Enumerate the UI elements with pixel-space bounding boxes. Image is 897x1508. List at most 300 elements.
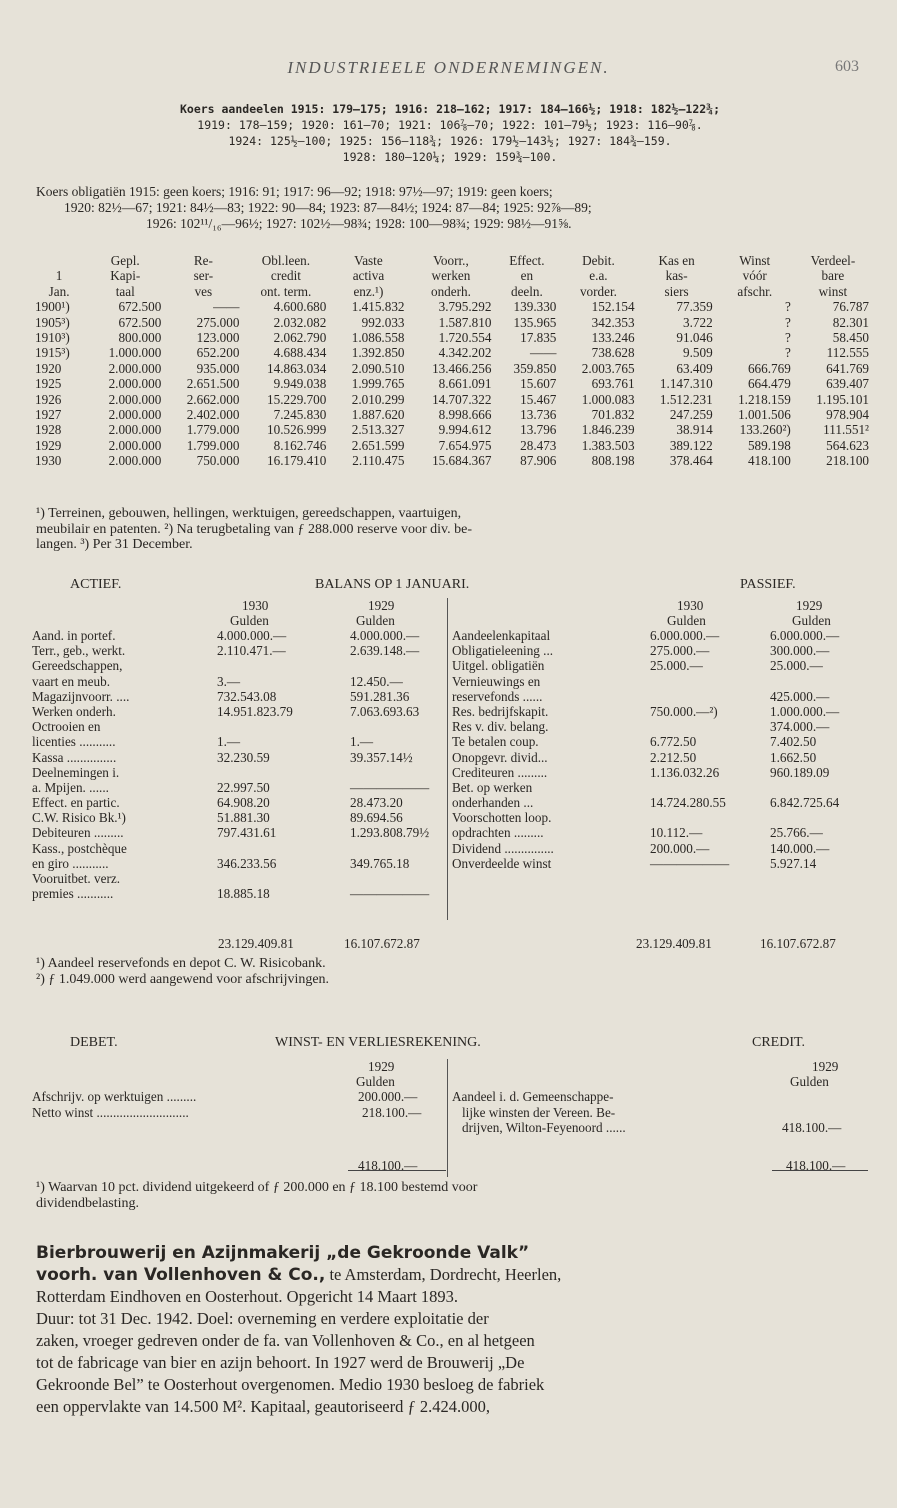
asset-value: 28.473.20 — [350, 795, 403, 811]
stats-header-cell: enz.¹) — [353, 283, 384, 299]
balance-sheet — [32, 598, 868, 938]
stats-cell: ? — [784, 299, 791, 315]
asset-label: Effect. en partic. — [32, 795, 120, 811]
balance-liability-row — [452, 780, 868, 795]
wv-footnote-line: dividendbelasting. — [36, 1195, 140, 1211]
balance-liability-row — [452, 841, 868, 856]
stats-cell: 3.722 — [683, 314, 713, 330]
liability-value: 425.000.— — [770, 688, 830, 704]
stats-cell: 63.409 — [676, 360, 713, 376]
stats-cell: 2.000.000 — [108, 360, 162, 376]
stats-cell: 1.218.159 — [738, 391, 791, 407]
stats-footnote — [36, 506, 864, 553]
stats-cell: 1.000.000 — [108, 345, 162, 361]
stats-cell: 4.342.202 — [438, 345, 492, 361]
stats-row — [32, 315, 872, 330]
stats-cell: 342.353 — [591, 314, 635, 330]
stats-cell: 693.761 — [591, 376, 635, 392]
stats-cell: 935.000 — [196, 360, 240, 376]
stats-cell: 992.033 — [361, 314, 405, 330]
asset-label: vaart en meub. — [32, 673, 110, 689]
wv-credit-value: 418.100.— — [782, 1119, 842, 1135]
asset-label: licenties ........... — [32, 734, 116, 750]
stats-header-cell: Vaste — [354, 253, 383, 268]
stats-header-cell: Re- — [193, 253, 213, 268]
stats-cell: 378.464 — [669, 453, 713, 469]
balance-left-heading: ACTIEF. — [70, 577, 122, 592]
stats-row — [32, 345, 872, 360]
stats-cell: 564.623 — [826, 437, 869, 453]
liability-value: 750.000.—²) — [650, 703, 718, 719]
balance-asset-row — [32, 795, 442, 810]
liability-label: Res v. div. belang. — [452, 719, 549, 735]
stats-header-cell: vóór — [742, 268, 767, 284]
asset-value: 1.293.808.79½ — [350, 825, 430, 841]
balance-title: BALANS OP 1 JANUARI. — [315, 577, 470, 592]
stats-header-cell: siers — [664, 283, 689, 299]
stats-row — [32, 330, 872, 345]
stats-cell: 389.122 — [669, 437, 713, 453]
stats-cell: 800.000 — [118, 330, 162, 346]
company-line: Rotterdam Eindhoven en Oosterhout. Opgericht 14 Maart 1893. — [36, 1287, 459, 1306]
stats-cell: 1925 — [35, 376, 62, 392]
stats-row — [32, 438, 872, 453]
stats-header-cell: 1 — [55, 268, 63, 284]
stats-header-cell: bare — [821, 268, 845, 284]
balance-liability-row — [452, 750, 868, 765]
stats-cell: 1910³) — [35, 330, 70, 346]
asset-label: a. Mpijen. ...... — [32, 779, 109, 795]
liability-value: 14.724.280.55 — [650, 795, 726, 811]
asset-value: —————— — [350, 886, 430, 902]
company-line: tot de fabricage van bier en azijn behoort. In 1927 werd de Brouwerij „De — [36, 1353, 525, 1372]
balance-liability-row — [452, 719, 868, 734]
liability-label: reservefonds ...... — [452, 688, 543, 704]
balance-liability-row — [452, 825, 868, 840]
stats-cell: 1.000.083 — [581, 391, 635, 407]
liability-value: 5.927.14 — [770, 855, 817, 871]
stats-cell: 2.402.000 — [186, 407, 240, 423]
wv-footnote — [36, 1180, 864, 1211]
asset-label: Octrooien en — [32, 719, 101, 735]
stats-header-cell: deeln. — [510, 283, 543, 299]
stats-row — [32, 407, 872, 422]
stats-cell: 2.000.000 — [108, 453, 162, 469]
asset-value: 39.357.14½ — [350, 749, 413, 765]
stats-cell: 7.245.830 — [273, 407, 327, 423]
balance-footnotes — [36, 956, 864, 987]
liability-value: 1.136.032.26 — [650, 764, 720, 780]
stats-cell: 9.994.612 — [438, 422, 492, 438]
balance-asset-row — [32, 719, 442, 734]
asset-value: 7.063.693.63 — [350, 703, 420, 719]
stats-cell: 2.000.000 — [108, 437, 162, 453]
liability-value: 25.766.— — [770, 825, 823, 841]
liability-label: Bet. op werken — [452, 779, 533, 795]
asset-label: premies ........... — [32, 886, 114, 902]
wv-debit-total: 418.100.— — [358, 1158, 418, 1174]
stats-cell: 10.526.999 — [267, 422, 327, 438]
liability-value: 10.112.— — [650, 825, 703, 841]
stats-cell: 641.769 — [826, 360, 869, 376]
stats-cell: 2.000.000 — [108, 422, 162, 438]
stats-cell: 1.887.620 — [351, 407, 405, 423]
balance-liability-row — [452, 810, 868, 825]
balance-liability-row — [452, 704, 868, 719]
stats-cell: 672.500 — [118, 299, 162, 315]
stats-header-cell: kas- — [665, 268, 688, 284]
stats-table — [32, 253, 872, 469]
stats-cell: 2.090.510 — [351, 360, 405, 376]
stats-cell: ? — [784, 345, 791, 361]
stats-cell: 13.796 — [520, 422, 557, 438]
total-value: 23.129.409.81 — [218, 936, 294, 951]
stats-cell: 15.607 — [520, 376, 557, 392]
stats-cell: 247.259 — [669, 407, 713, 423]
stats-header-cell: credit — [270, 268, 301, 284]
koers-aandeelen-line: Koers aandeelen 1915: 179—175; 1916: 218—162; 1917: 184—166½; 1918: 182½—122¾; — [179, 102, 721, 116]
asset-value: 89.694.56 — [350, 810, 403, 826]
wv-debit-label: Afschrijv. op werktuigen ......... — [32, 1089, 197, 1105]
stats-cell: ? — [784, 330, 791, 346]
stats-cell: 808.198 — [591, 453, 635, 469]
koers-obligatien-line: 1920: 82½—67; 1921: 84½—83; 1922: 90—84; 1923: 87—84½; 1924: 87—84; 1925: 92⅞—89; — [64, 200, 592, 215]
stats-cell: 1.720.554 — [438, 330, 492, 346]
balance-liability-row — [452, 628, 868, 643]
liability-label: opdrachten ......... — [452, 825, 544, 841]
stats-cell: 16.179.410 — [267, 453, 327, 469]
stats-cell: 1.086.558 — [351, 330, 405, 346]
stats-header-cell: Voorr., — [433, 253, 469, 268]
stats-cell: 123.000 — [196, 330, 240, 346]
wv-account — [32, 1059, 868, 1173]
company-line: Duur: tot 31 Dec. 1942. Doel: overneming en verdere exploitatie der — [36, 1309, 489, 1328]
liability-label: Aandeelenkapitaal — [452, 628, 551, 643]
balance-totals — [32, 936, 868, 951]
stats-cell: 589.198 — [747, 437, 791, 453]
stats-cell: 14.707.322 — [432, 391, 492, 407]
stats-header-cell: Winst — [739, 253, 771, 268]
balance-asset-row — [32, 658, 442, 673]
koers-aandeelen-line: 1924: 125½—100; 1925: 156—118¾; 1926: 179½—143½; 1927: 184¾—159. — [228, 134, 672, 148]
asset-value: 797.431.61 — [217, 825, 277, 841]
liability-label: Crediteuren ......... — [452, 764, 548, 780]
stats-row — [32, 392, 872, 407]
company-locations: te Amsterdam, Dordrecht, Heerlen, — [325, 1265, 562, 1284]
liability-value: —————— — [650, 855, 730, 871]
wv-total-rule — [772, 1170, 868, 1171]
stats-cell: 2.513.327 — [351, 422, 405, 438]
koers-obligatien — [36, 184, 864, 232]
company-name-cont: voorh. van Vollenhoven & Co., — [36, 1265, 326, 1285]
stats-cell: 1.512.231 — [659, 391, 713, 407]
liability-value: 275.000.— — [650, 643, 710, 659]
stats-cell: 418.100 — [747, 453, 791, 469]
stats-cell: 1905³) — [35, 314, 70, 330]
stats-cell: 82.301 — [832, 314, 869, 330]
asset-label: Kassa ............... — [32, 749, 117, 765]
liability-label: Onverdeelde winst — [452, 855, 552, 871]
stats-cell: 359.850 — [513, 360, 557, 376]
stats-cell: 1915³) — [35, 345, 70, 361]
asset-value: 4.000.000.— — [217, 628, 287, 643]
koers-aandeelen — [36, 101, 864, 165]
stats-cell: 8.162.746 — [273, 437, 327, 453]
company-line: zaken, vroeger gedreven onder de fa. van Vollenhoven & Co., en al hetgeen — [36, 1331, 535, 1350]
liability-label: onderhanden ... — [452, 795, 534, 811]
asset-value: 22.997.50 — [217, 779, 270, 795]
stats-header-cell: Jan. — [48, 283, 70, 299]
stats-cell: 1.195.101 — [816, 391, 869, 407]
asset-value: 1.— — [350, 734, 374, 750]
liability-value: 25.000.— — [650, 658, 703, 674]
balance-asset-row — [32, 765, 442, 780]
stats-footnote-line: ¹) Terreinen, gebouwen, hellingen, werktuigen, gereedschappen, vaartuigen, — [36, 506, 462, 521]
balance-liability-row — [452, 795, 868, 810]
stats-cell: 76.787 — [832, 299, 869, 315]
stats-cell: 17.835 — [520, 330, 557, 346]
unit-label: Gulden — [790, 1074, 829, 1090]
stats-header-cell: activa — [352, 268, 385, 284]
stats-header-cell: Obl.leen. — [261, 253, 311, 268]
asset-label: C.W. Risico Bk.¹) — [32, 810, 126, 826]
company-description — [36, 1242, 864, 1418]
total-value: 16.107.672.87 — [760, 936, 836, 951]
liability-value: 374.000.— — [770, 719, 830, 735]
asset-label: Gereedschappen, — [32, 658, 123, 674]
asset-value: 14.951.823.79 — [217, 703, 293, 719]
liability-value: 6.772.50 — [650, 734, 697, 750]
koers-obligatien-line: Koers obligatiën 1915: geen koers; 1916: 91; 1917: 96—92; 1918: 97½—97; 1919: geen koers; — [36, 184, 553, 199]
stats-cell: —— — [530, 345, 557, 361]
stats-cell: 2.000.000 — [108, 376, 162, 392]
balance-liability-row — [452, 643, 868, 658]
stats-footnote-line: langen. ³) Per 31 December. — [36, 537, 193, 552]
wv-left-heading: DEBET. — [70, 1035, 118, 1050]
koers-aandeelen-line: 1919: 178—159; 1920: 161—70; 1921: 106⅞—70; 1922: 101—79½; 1923: 116—90⅞. — [197, 118, 703, 132]
asset-value: 12.450.— — [350, 673, 403, 689]
stats-row — [32, 422, 872, 437]
year-label: 1930 — [242, 598, 269, 613]
stats-header-row — [32, 284, 872, 299]
liability-value: 25.000.— — [770, 658, 823, 674]
balance-asset-row — [32, 841, 442, 856]
stats-row — [32, 376, 872, 391]
stats-header-cell: Kapi- — [110, 268, 141, 284]
stats-cell: 1930 — [35, 453, 62, 469]
balance-right-heading: PASSIEF. — [740, 577, 796, 592]
stats-row — [32, 299, 872, 314]
stats-cell: 152.154 — [591, 299, 635, 315]
stats-header-cell: werken — [431, 268, 471, 284]
stats-cell: 1.383.503 — [581, 437, 635, 453]
koers-aandeelen-line: 1928: 180—120¼; 1929: 159¾—100. — [342, 150, 558, 164]
wv-divider — [447, 1059, 448, 1177]
asset-label: Werken onderh. — [32, 703, 116, 719]
balance-asset-row — [32, 780, 442, 795]
wv-debit-label: Netto winst ............................ — [32, 1104, 189, 1120]
stats-cell: 664.479 — [747, 376, 791, 392]
stats-cell: 1.415.832 — [351, 299, 405, 315]
liability-value: 6.842.725.64 — [770, 795, 840, 811]
stats-cell: 91.046 — [676, 330, 713, 346]
running-header: INDUSTRIEELE ONDERNEMINGEN. — [287, 58, 610, 77]
stats-cell: 2.651.599 — [351, 437, 405, 453]
balance-asset-row — [32, 886, 442, 901]
company-name: Bierbrouwerij en Azijnmakerij „de Gekroonde Valk” — [36, 1243, 530, 1263]
stats-cell: 218.100 — [826, 453, 869, 469]
liability-label: Uitgel. obligatiën — [452, 658, 545, 674]
asset-label: Deelnemingen i. — [32, 764, 120, 780]
stats-cell: 1929 — [35, 437, 62, 453]
stats-header-cell: taal — [115, 283, 135, 299]
stats-header-cell: Kas en — [658, 253, 695, 268]
stats-cell: 111.551² — [823, 422, 869, 438]
stats-row — [32, 453, 872, 468]
stats-cell: 1920 — [35, 360, 62, 376]
wv-credit-text: drijven, Wilton-Feyenoord ...... — [462, 1119, 626, 1135]
balance-asset-row — [32, 750, 442, 765]
liability-label: Res. bedrijfskapit. — [452, 703, 549, 719]
balance-footnote-line: ¹) Aandeel reservefonds en depot C. W. Risicobank. — [36, 956, 326, 971]
liability-value: 1.000.000.— — [770, 703, 840, 719]
stats-cell: 666.769 — [747, 360, 791, 376]
asset-value: 349.765.18 — [350, 855, 410, 871]
stats-cell: 652.200 — [196, 345, 240, 361]
balance-liability-row — [452, 765, 868, 780]
asset-value: 4.000.000.— — [350, 628, 420, 643]
stats-header-cell: ont. term. — [260, 283, 312, 299]
balance-asset-row — [32, 643, 442, 658]
stats-cell: 2.062.790 — [273, 330, 327, 346]
asset-value: 2.639.148.— — [350, 643, 420, 659]
year-label: 1929 — [368, 598, 395, 613]
wv-right-heading: CREDIT. — [752, 1035, 806, 1050]
stats-cell: 14.863.034 — [267, 360, 327, 376]
stats-cell: 738.628 — [591, 345, 635, 361]
stats-cell: 133.260²) — [739, 422, 791, 438]
balance-liability-row — [452, 674, 868, 689]
asset-value: 18.885.18 — [217, 886, 270, 902]
wv-credit-text: lijke winsten der Vereen. Be- — [462, 1104, 616, 1120]
total-value: 23.129.409.81 — [636, 936, 712, 951]
asset-value: 1.— — [217, 734, 241, 750]
year-label: 1929 — [812, 1059, 839, 1074]
stats-cell: 1.779.000 — [186, 422, 240, 438]
stats-header-cell: winst — [818, 283, 848, 299]
stats-cell: 87.906 — [520, 453, 557, 469]
stats-cell: 750.000 — [196, 453, 240, 469]
stats-header-cell: Debit. — [582, 253, 615, 268]
stats-cell: —— — [213, 299, 240, 315]
asset-label: Debiteuren ......... — [32, 825, 124, 841]
stats-cell: 4.600.680 — [273, 299, 327, 315]
stats-cell: 1.799.000 — [186, 437, 240, 453]
asset-value: 591.281.36 — [350, 688, 410, 704]
balance-asset-row — [32, 856, 442, 871]
company-line: een oppervlakte van 14.500 M². Kapitaal, geautoriseerd ƒ 2.424.000, — [36, 1397, 490, 1416]
stats-cell: 4.688.434 — [273, 345, 327, 361]
stats-cell: 2.000.000 — [108, 391, 162, 407]
stats-header-cell: vorder. — [579, 283, 617, 299]
stats-header-cell: afschr. — [737, 283, 773, 299]
wv-credit-total: 418.100.— — [786, 1158, 846, 1174]
asset-label: Aand. in portef. — [32, 628, 116, 643]
balance-asset-row — [32, 689, 442, 704]
unit-label: Gulden — [356, 1074, 395, 1090]
stats-cell: 112.555 — [826, 345, 869, 361]
balance-asset-row — [32, 704, 442, 719]
balance-footnote-line: ²) ƒ 1.049.000 werd aangewend voor afschrijvingen. — [36, 971, 330, 987]
balance-liability-row — [452, 734, 868, 749]
stats-row — [32, 361, 872, 376]
stats-cell: 1.392.850 — [351, 345, 405, 361]
stats-cell: ? — [784, 314, 791, 330]
stats-cell: 2.010.299 — [351, 391, 405, 407]
stats-cell: 13.466.256 — [432, 360, 492, 376]
wv-total-rule — [348, 1170, 446, 1171]
liability-label: Obligatieleening ... — [452, 643, 554, 659]
liability-value: 200.000.— — [650, 840, 710, 856]
liability-label: Onopgevr. divid... — [452, 749, 548, 765]
stats-header-cell: Verdeel- — [810, 253, 856, 268]
liability-label: Vernieuwings en — [452, 673, 541, 689]
stats-header-cell: ser- — [193, 268, 214, 284]
balance-asset-row — [32, 628, 442, 643]
asset-value: —————— — [350, 779, 430, 795]
stats-cell: 9.949.038 — [273, 376, 327, 392]
year-label: 1929 — [368, 1059, 395, 1074]
stats-cell: 2.110.475 — [352, 453, 405, 469]
wv-debit-value: 218.100.— — [362, 1104, 422, 1120]
stats-cell: 8.661.091 — [438, 376, 492, 392]
stats-cell: 38.914 — [676, 422, 713, 438]
page-number: 603 — [835, 58, 859, 75]
asset-label: Terr., geb., werkt. — [32, 643, 126, 659]
liability-value: 6.000.000.— — [650, 628, 720, 643]
balance-liability-row — [452, 658, 868, 673]
total-value: 16.107.672.87 — [344, 936, 420, 951]
unit-label: Gulden — [356, 613, 395, 629]
unit-label: Gulden — [230, 613, 269, 629]
asset-label: Magazijnvoorr. .... — [32, 688, 130, 704]
company-line: Gekroonde Bel” te Oosterhout overgenomen. Medio 1930 besloeg de fabriek — [36, 1375, 545, 1394]
balance-asset-row — [32, 734, 442, 749]
wv-title: WINST- EN VERLIESREKENING. — [275, 1035, 481, 1050]
liability-value: 2.212.50 — [650, 749, 697, 765]
liability-value: 960.189.09 — [770, 764, 830, 780]
stats-cell: 2.000.000 — [108, 407, 162, 423]
stats-cell: 2.032.082 — [273, 314, 327, 330]
stats-cell: 9.509 — [683, 345, 713, 361]
stats-cell: 133.246 — [591, 330, 635, 346]
asset-value: 346.233.56 — [217, 855, 277, 871]
stats-header-cell: en — [520, 268, 534, 284]
balance-asset-row — [32, 674, 442, 689]
stats-cell: 639.407 — [826, 376, 869, 392]
stats-header-cell — [32, 253, 86, 268]
asset-value: 51.881.30 — [217, 810, 270, 826]
wv-footnote-line: ¹) Waarvan 10 pct. dividend uitgekeerd of ƒ 200.000 en ƒ 18.100 bestemd voor — [36, 1180, 478, 1195]
stats-header-cell: e.a. — [589, 268, 608, 284]
liability-value: 140.000.— — [770, 840, 830, 856]
stats-cell: 1.846.239 — [581, 422, 635, 438]
balance-divider — [447, 598, 448, 920]
stats-cell: 15.467 — [520, 391, 557, 407]
balance-liability-row — [452, 689, 868, 704]
wv-credit-text: Aandeel i. d. Gemeenschappe- — [452, 1089, 614, 1105]
koers-obligatien-line: 1926: 102¹¹/₁₆—96½; 1927: 102½—98¾; 1928: 100—98¾; 1929: 98½—91⅝. — [146, 216, 572, 231]
